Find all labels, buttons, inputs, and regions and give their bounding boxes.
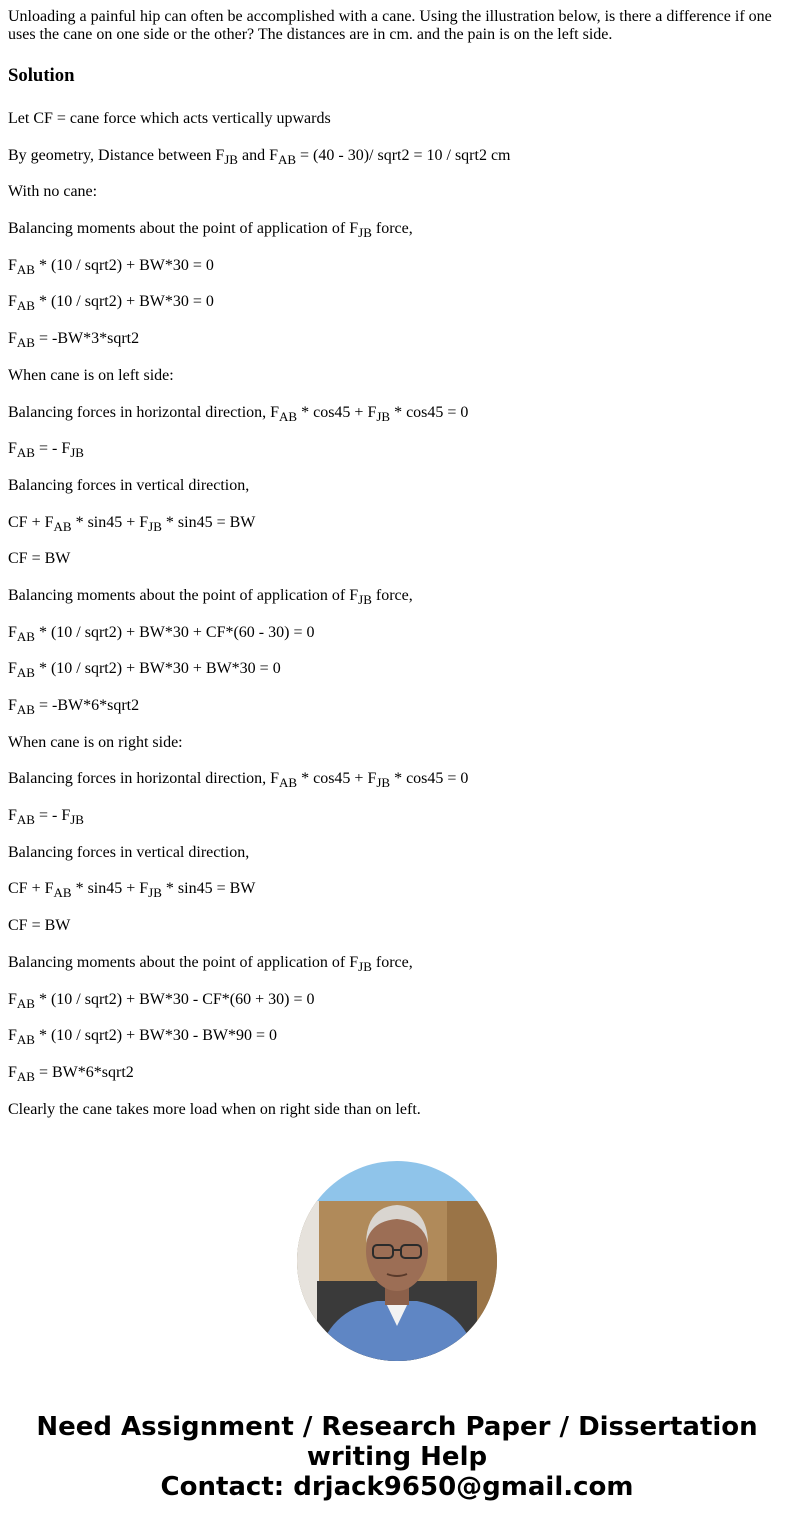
solution-line (8, 514, 786, 532)
line-text: * cos45 + F (297, 770, 377, 788)
line-text: CF + F (8, 880, 54, 898)
line-text: * (10 / sqrt2) + BW*30 - CF*(60 + 30) = 0 (34, 990, 315, 1008)
line-text: CF = BW (8, 550, 71, 568)
solution-line (8, 917, 786, 935)
line-text: F (8, 660, 17, 678)
solution-lines (8, 110, 786, 1119)
line-text: * sin45 + F (71, 880, 149, 898)
subscript: AB (16, 702, 35, 717)
line-text: With no cane: (8, 183, 98, 201)
line-text: F (8, 440, 17, 458)
subscript: JB (224, 151, 238, 167)
subscript: JB (70, 812, 84, 828)
line-text: * cos45 = 0 (390, 403, 469, 421)
solution-line (8, 880, 786, 901)
solution-line (8, 1101, 786, 1119)
line-text: CF + F (8, 513, 54, 531)
solution-line (8, 293, 786, 314)
footer-ad (0, 1412, 794, 1502)
line-text: When cane is on left side: (8, 366, 174, 384)
solution-line (8, 770, 786, 791)
subscript: JB (358, 591, 372, 607)
solution-line (8, 550, 786, 568)
solution-line (8, 660, 786, 681)
line-text: * (10 / sqrt2) + BW*30 + CF*(60 - 30) = 0 (34, 623, 315, 641)
line-text: Balancing moments about the point of application of F (8, 586, 359, 604)
subscript: JB (376, 408, 391, 424)
line-text: * (10 / sqrt2) + BW*30 + BW*30 = 0 (34, 660, 281, 678)
solution-line (8, 404, 786, 422)
solution-line (8, 954, 786, 972)
line-text: Let CF = cane force which acts vertically upwards (8, 110, 331, 127)
subscript: AB (16, 995, 35, 1011)
line-text: By geometry, Distance between F (8, 146, 225, 164)
subscript: AB (53, 885, 72, 901)
solution-line (8, 147, 786, 165)
line-text: F (8, 697, 17, 714)
line-text: F (8, 330, 17, 348)
solution-line (8, 991, 786, 1009)
line-text: * sin45 = BW (161, 513, 256, 531)
subscript: AB (279, 408, 298, 424)
line-text: Balancing forces in vertical direction, (8, 476, 250, 494)
subscript: AB (16, 261, 35, 277)
subscript: AB (277, 151, 297, 167)
line-text: * sin45 + F (71, 513, 149, 531)
subscript: JB (70, 445, 84, 461)
line-text: F (8, 623, 17, 641)
line-text: F (8, 256, 17, 274)
solution-line (8, 257, 786, 275)
author-photo (297, 1161, 497, 1361)
solution-heading: Solution (8, 65, 75, 86)
subscript: AB (16, 298, 35, 314)
subscript: JB (148, 518, 162, 534)
line-text: * cos45 = 0 (390, 770, 469, 788)
solution-line (8, 183, 786, 201)
line-text: F (8, 293, 17, 311)
subscript: AB (16, 665, 35, 681)
line-text: F (8, 1027, 17, 1045)
solution-line (8, 477, 786, 495)
solution-line (8, 587, 786, 605)
line-text: * (10 / sqrt2) + BW*30 - BW*90 = 0 (34, 1027, 277, 1045)
line-text: CF = BW (8, 917, 71, 935)
line-text: F (8, 807, 17, 825)
avatar (297, 1161, 497, 1361)
solution-line (8, 220, 786, 241)
subscript: JB (358, 958, 372, 974)
line-text: force, (371, 220, 413, 238)
solution-line (8, 624, 786, 642)
solution-line (8, 697, 786, 715)
subscript: AB (16, 1032, 35, 1048)
line-text: = - F (34, 807, 71, 825)
document-body (0, 8, 794, 1119)
line-text: F (8, 990, 17, 1008)
subscript: AB (16, 812, 35, 828)
line-text: = (40 - 30)/ sqrt2 = 10 / sqrt2 cm (296, 146, 511, 164)
solution-line (8, 110, 786, 128)
line-text: * (10 / sqrt2) + BW*30 = 0 (34, 256, 214, 274)
line-text: Balancing forces in horizontal direction, F (8, 403, 280, 421)
line-text: Clearly the cane takes more load when on right side than on left. (8, 1100, 421, 1118)
footer-line-2: writing Help (306, 1442, 488, 1472)
footer-line-3: Contact: drjack9650@gmail.com (160, 1472, 634, 1502)
subscript: AB (279, 775, 298, 791)
line-text: Balancing moments about the point of application of F (8, 953, 359, 971)
line-text: = - F (34, 440, 71, 458)
solution-line (8, 1027, 786, 1048)
problem-statement: Unloading a painful hip can often be accomplished with a cane. Using the illustration below, is there a difference if one uses the cane on one side or the other? The distances are in cm. and the pain is on the left side. (8, 8, 772, 43)
line-text: * (10 / sqrt2) + BW*30 = 0 (34, 293, 214, 311)
line-text: When cane is on right side: (8, 733, 183, 751)
line-text: * sin45 = BW (161, 880, 256, 898)
footer-line-1: Need Assignment / Research Paper / Dissertation (36, 1412, 758, 1442)
subscript: JB (376, 775, 391, 791)
line-text: force, (371, 953, 413, 971)
subscript: AB (53, 518, 72, 534)
line-text: * cos45 + F (297, 403, 377, 421)
solution-line (8, 330, 786, 351)
solution-line (8, 807, 786, 828)
line-text: Balancing forces in vertical direction, (8, 843, 250, 861)
line-text: F (8, 1063, 17, 1081)
subscript: AB (16, 1068, 35, 1084)
subscript: AB (16, 445, 35, 461)
solution-line (8, 844, 786, 862)
line-text: = -BW*6*sqrt2 (34, 697, 140, 714)
subscript: JB (358, 225, 372, 241)
line-text: Balancing forces in horizontal direction, F (8, 770, 280, 788)
solution-line (8, 440, 786, 461)
line-text: = -BW*3*sqrt2 (34, 330, 140, 348)
line-text: = BW*6*sqrt2 (34, 1063, 134, 1081)
solution-line (8, 1064, 786, 1082)
solution-line (8, 367, 786, 385)
line-text: and F (237, 146, 278, 164)
solution-line (8, 734, 786, 752)
subscript: AB (16, 628, 35, 644)
subscript: JB (148, 885, 162, 901)
subscript: AB (16, 335, 35, 351)
line-text: Balancing moments about the point of application of F (8, 220, 359, 238)
line-text: force, (371, 586, 413, 604)
